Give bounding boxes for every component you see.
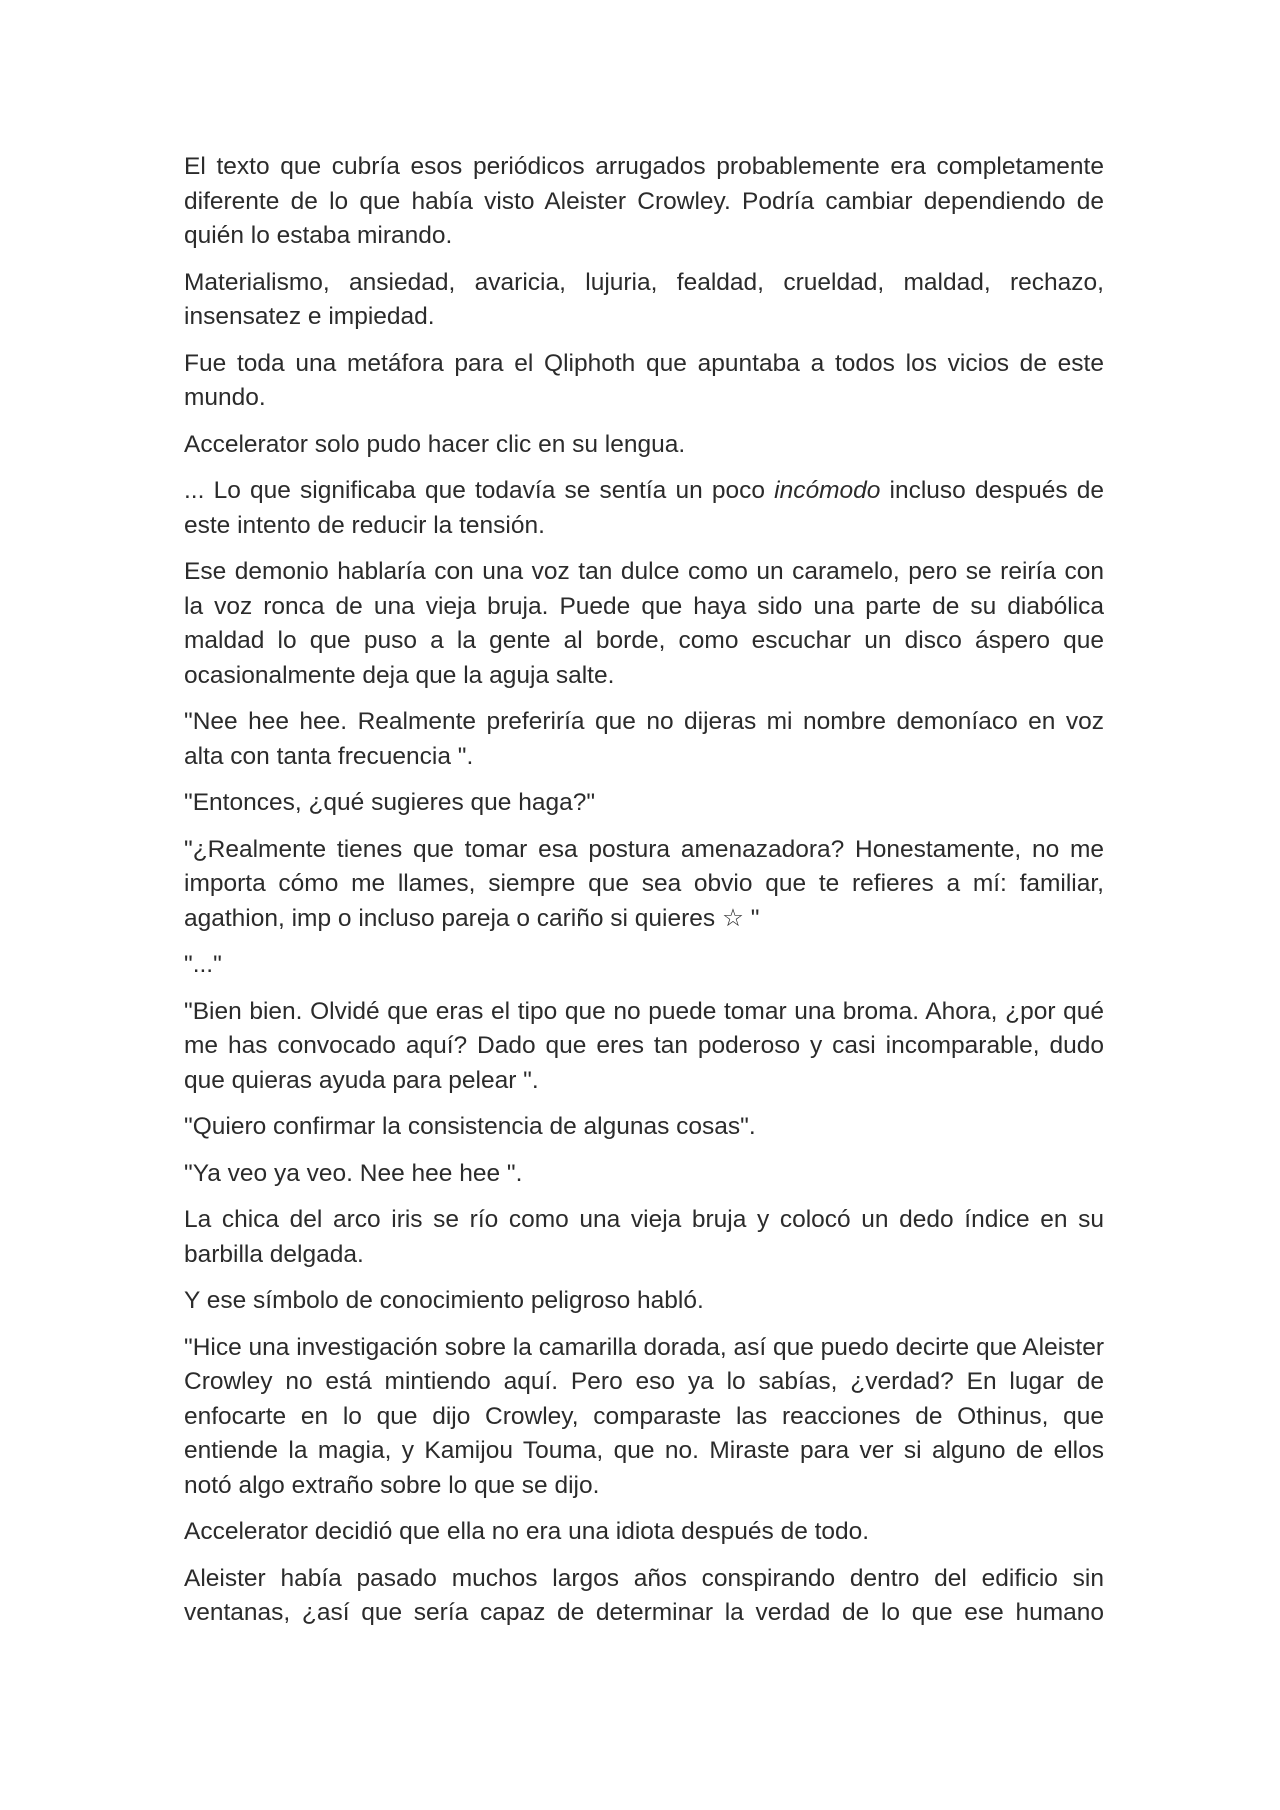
paragraph-2: Materialismo, ansiedad, avaricia, lujuria, fealdad, crueldad, maldad, rechazo, insensatez e impiedad. bbox=[184, 268, 1104, 330]
paragraph-10: "..." bbox=[184, 951, 222, 978]
paragraph-13: "Ya veo ya veo. Nee hee hee ". bbox=[184, 1159, 523, 1187]
paragraph-3: Fue toda una metáfora para el Qliphoth que apuntaba a todos los vicios de este mundo. bbox=[184, 349, 1104, 411]
paragraph-15: Y ese símbolo de conocimiento peligroso habló. bbox=[184, 1287, 704, 1314]
paragraph-18: Aleister había pasado muchos largos años conspirando dentro del edificio sin ventanas, ¿así que sería capaz de determinar la verdad de lo que ese humano bbox=[184, 1564, 1104, 1626]
paragraph-9: "¿Realmente tienes que tomar esa postura amenazadora? Honestamente, no me importa cómo me llames, siempre que sea obvio que te refieres a mí: familiar, agathion, imp o incluso pareja o cariño si quieres ☆ " bbox=[184, 835, 1104, 932]
paragraph-17: Accelerator decidió que ella no era una idiota después de todo. bbox=[184, 1518, 870, 1545]
paragraph-5-lead: ... Lo que significaba que todavía se sentía un poco bbox=[184, 477, 775, 504]
paragraph-5-tail: incluso después de este intento de reducir la tensión. bbox=[184, 477, 1104, 539]
paragraph-7: "Nee hee hee. Realmente preferiría que no dijeras mi nombre demoníaco en voz alta con tanta frecuencia ". bbox=[184, 708, 1104, 770]
document-page bbox=[184, 150, 1104, 1631]
paragraph-5-emphasis: incómodo bbox=[774, 477, 881, 504]
paragraph-14: La chica del arco iris se río como una vieja bruja y colocó un dedo índice en su barbilla delgada. bbox=[184, 1206, 1104, 1268]
paragraph-1: El texto que cubría esos periódicos arrugados probablemente era completamente diferente de lo que había visto Aleister Crowley. Podría cambiar dependiendo de quién lo estaba mirando. bbox=[184, 153, 1104, 249]
paragraph-12: "Quiero confirmar la consistencia de algunas cosas". bbox=[184, 1113, 756, 1140]
paragraph-16: "Hice una investigación sobre la camarilla dorada, así que puedo decirte que Aleister Crowley no está mintiendo aquí. Pero eso ya lo sabías, ¿verdad? En lugar de enfocarte en lo que dijo Crowley, comparaste las reacciones de Othinus, que entiende la magia, y Kamijou Touma, que no. Miraste para ver si alguno de ellos notó algo extraño sobre lo que se dijo. bbox=[184, 1333, 1104, 1499]
paragraph-5 bbox=[184, 474, 1104, 543]
paragraph-4: Accelerator solo pudo hacer clic en su lengua. bbox=[184, 430, 686, 458]
paragraph-6: Ese demonio hablaría con una voz tan dulce como un caramelo, pero se reiría con la voz ronca de una vieja bruja. Puede que haya sido una parte de su diabólica maldad lo que puso a la gente al borde, como escuchar un disco áspero que ocasionalmente deja que la aguja salte. bbox=[184, 558, 1104, 689]
paragraph-11: "Bien bien. Olvidé que eras el tipo que no puede tomar una broma. Ahora, ¿por qué me has convocado aquí? Dado que eres tan poderoso y casi incomparable, dudo que quieras ayuda para pelear ". bbox=[184, 997, 1104, 1094]
paragraph-8: "Entonces, ¿qué sugieres que haga?" bbox=[184, 789, 596, 816]
